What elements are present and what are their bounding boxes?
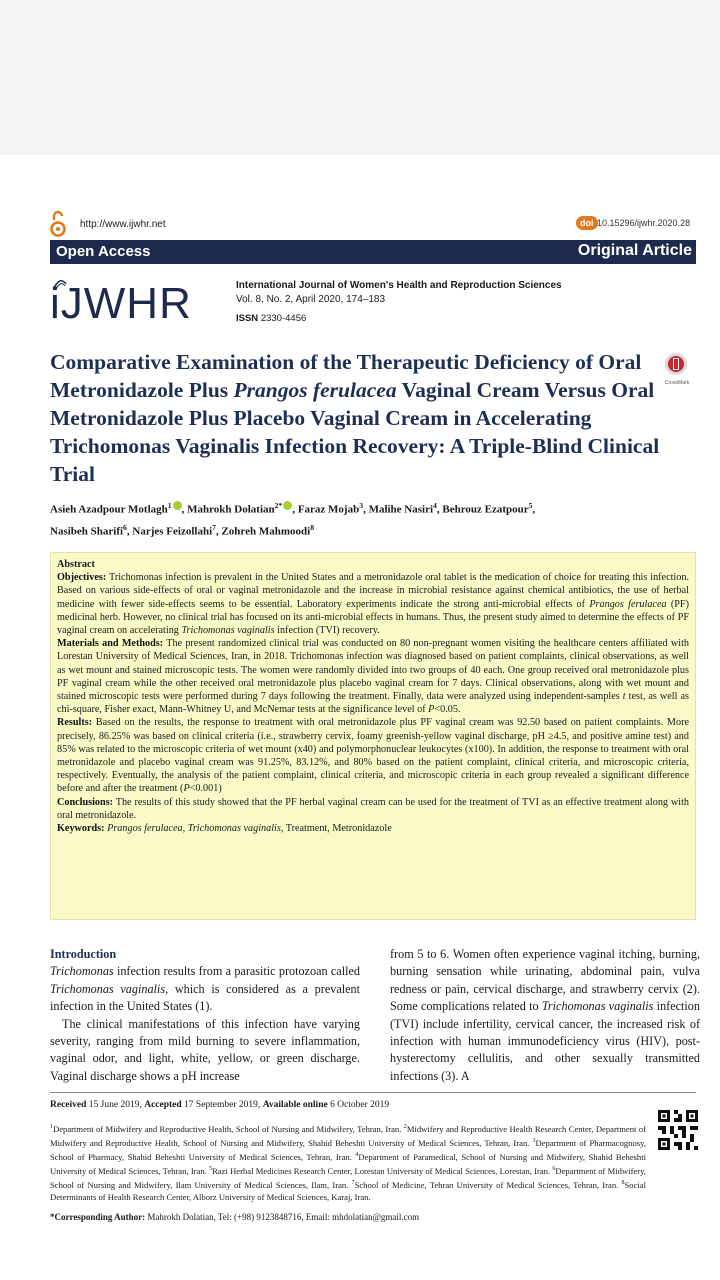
body-paragraph: Trichomonas infection results from a parasitic protozoan called Trichomonas vaginalis, which is considered as a prevalent infection in the United States (1).: [50, 964, 361, 1014]
article-title: Comparative Examination of the Therapeutic Deficiency of Oral Metronidazole Plus Prangos ferulacea Vaginal Cream Versus Oral Metronidazole Plus Placebo Vaginal Cream in Accelerating Trichomonas Vaginalis Infection Recovery: A Triple-Blind Clinical Trial: [50, 350, 660, 486]
doi-badge: doi: [576, 216, 598, 230]
abstract-box: [50, 552, 696, 920]
journal-url[interactable]: http://www.ijwhr.net: [80, 219, 166, 230]
crossmark-label: CrossMark: [664, 380, 690, 386]
affiliations: $^1$Department of Midwifery and Reproductive Health, School of Nursing and Midwifery, Tehran, Iran. $^2$Midwifery and Reproductive Health Research Center, Department of Midwifery and Reproductive Health, School of Nursing and Midwifery, Shahid Beheshti University of Medical Sciences, Tehran, Iran. $^3$Department of Pharmacognosy, School of Pharmacy, Shahid Beheshti University of Medical Sciences, Tehran, Iran. $^4$Department of Paramedical, School of Nursing and Midwifery, Shahid Beheshti University of Medical Sciences, Tehran, Iran. $^5$Razi Herbal Medicines Research Center, Lorestan University of Medical Sciences, Lorestan, Iran. $^6$Department of Midwifery, School of Nursing and Midwifery, Ilam University of Medical Sciences, Ilam, Iran. $^7$School of Medicine, Tehran University of Medical Sciences, Tehran, Iran. $^8$Social Determinants of Health Research Center, Alborz University of Medical Sciences, Karaj, Iran.: [50, 1123, 646, 1203]
journal-name: International Journal of Women's Health and Reproduction Sciences: [236, 280, 562, 291]
body-paragraph: The clinical manifestations of this infection have varying severity, ranging from mild burning to severe inflammation, vaginal odor, and light, white, yellow, or green discharge. Vaginal discharge shows a pH increase: [50, 1016, 360, 1083]
corresponding-author: *Corresponding Author: Mahrokh Dolatian, Tel: (+98) 9123848716, Email: mhdolatian@gmail.com: [50, 1212, 420, 1222]
journal-logo: [40, 278, 200, 328]
article-type-label: Original Article: [577, 242, 692, 259]
author-list: Asieh Azadpour Motlagh$^1$ , Mahrokh Dolatian$^{2*}$ , Faraz Mojab$^3$, Malihe Nasiri$^4$, Behrouz Ezatpour$^5$, Nasibeh Sharifi$^6$, Narjes Feizollahi$^7$, Zohreh Mahmoodi$^8$: [50, 501, 536, 538]
abstract-methods: Materials and Methods: The present randomized clinical trial was conducted on 80 non-pregnant women visiting the healthcare centers affiliated with Lorestan University of Medical Sciences, Iran, in 2018. Trichomonas infection was diagnosed based on patient complaints, clinical observations, as well as wet mount and stained microscopic tests. The women were randomly divided into two groups of 40 each. One group received oral metronidazole plus PF vaginal cream while the other received oral metronidazole plus placebo vaginal cream for 7 days. Clinical observations, along with wet mount and stained microscopic tests were performed during 7 days following the treatment. Finally, data were analyzed using independent-samples t test, as well as chi-square, Fisher exact, Mann-Whitney U, and McNemar tests at the significance level of P<0.05.: [57, 638, 689, 716]
abstract-objectives: Objectives: Trichomonas infection is prevalent in the United States and a metronidazole oral tablet is the medication of choice for treating this infection. Based on various side-effects of oral or vaginal metronidazole and the increase in microbial resistance against chemical antibiotics, the use of herbal medicine with fewer side-effects seems to be essential. Laboratory experiments indicate the strong anti-microbial effects of Prangos ferulacea (PF) medicinal herb. However, no clinical trial has focused on its anti-microbial effects in humans. Thus, the present study aimed to determine the effects of PF vaginal cream on accelerating Trichomonas vaginalis infection (TVI) recovery.: [57, 572, 689, 637]
body-column-right: [390, 946, 700, 1085]
abstract-keywords: Keywords: Prangos ferulacea, Trichomonas vaginalis, Treatment, Metronidazole: [57, 823, 392, 835]
body-column-left: [50, 946, 360, 1085]
journal-volume: Vol. 8, No. 2, April 2020, 174–183: [236, 294, 385, 305]
abstract-results: Results: Based on the results, the response to treatment with oral metronidazole plus PF vaginal cream was 92.50 based on patient complaints. More precisely, 86.25% was based on clinical criteria (i.e., strawberry cervix, foamy greenish-yellow vaginal discharge, pH ≥4.5, and positive amine test) and 85% was related to the microscopic criteria of wet mount (x40) and polymorphonuclear leukocytes (x100). In addition, the response to treatment with oral metronidazole and placebo vaginal cream was 91.25%, 83.12%, and 80% based on the patient complaint, clinical criteria, and microscopic criteria, respectively. Eventually, the analysis of the patient complaint, clinical criteria, and microscopic criteria in each group revealed a significant difference before and after the treatment (P<0.001): [57, 717, 689, 795]
orcid-icon[interactable]: [173, 501, 182, 510]
doi-link[interactable]: 10.15296/ijwhr.2020.28: [597, 218, 691, 228]
footer-divider: [50, 1092, 696, 1093]
received-dates: Received 15 June 2019, Accepted 17 September 2019, Available online 6 October 2019: [50, 1100, 390, 1110]
abstract-conclusions: Conclusions: The results of this study showed that the PF herbal vaginal cream can be used for the treatment of TVI as an effective treatment along with oral metronidazole.: [57, 796, 689, 821]
open-access-lock-icon: [50, 210, 66, 238]
open-access-band: [50, 240, 696, 264]
logo-text: iJWHR: [50, 279, 192, 328]
introduction-heading: Introduction: [50, 947, 117, 961]
qr-code-icon[interactable]: [658, 1110, 698, 1150]
viewer-top-bar: [0, 0, 720, 155]
journal-issn: ISSN 2330-4456: [236, 313, 307, 324]
orcid-icon[interactable]: [283, 501, 292, 510]
abstract-heading: Abstract: [57, 559, 95, 570]
open-access-label: Open Access: [56, 243, 151, 260]
body-paragraph: from 5 to 6. Women often experience vaginal itching, burning, burning sensation while urinating, abdominal pain, vulva redness or pain, cervical discharge, and strawberry cervix (2). Some complications related to Trichomonas vaginalis infection (TVI) include infertility, cervical cancer, the increased risk of infection with human immunodeficiency virus (HIV), post-hysterectomy cellulitis, and other sexually transmitted infections (3). A: [390, 947, 700, 1083]
crossmark-icon[interactable]: [664, 352, 688, 376]
